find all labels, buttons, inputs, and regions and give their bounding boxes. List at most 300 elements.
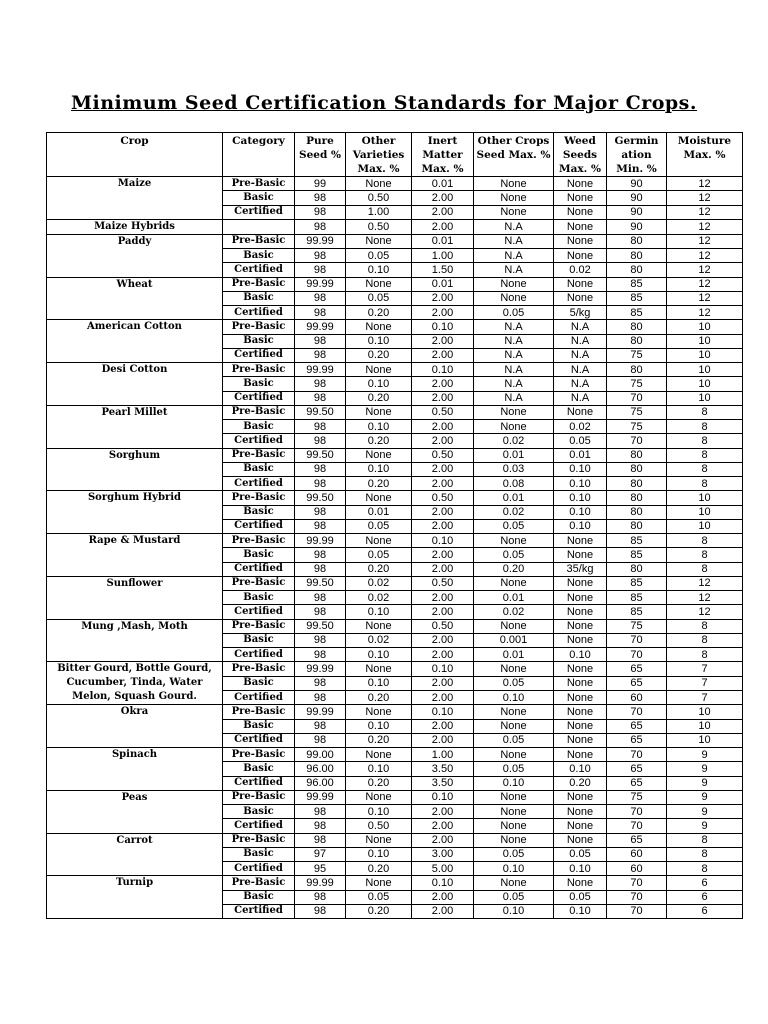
other-varieties-cell: None	[346, 705, 412, 719]
germination-cell: 70	[607, 705, 667, 719]
category-cell: Certified	[223, 519, 295, 533]
other-crops-seed-cell: 0.01	[474, 491, 554, 505]
category-cell: Pre-Basic	[223, 491, 295, 505]
weed-seeds-cell: 0.10	[554, 862, 607, 876]
inert-matter-cell: 2.00	[412, 205, 474, 219]
category-cell: Basic	[223, 591, 295, 605]
pure-seed-cell: 96.00	[295, 776, 346, 790]
category-cell: Basic	[223, 548, 295, 562]
inert-matter-cell: 2.00	[412, 904, 474, 918]
other-varieties-cell: 0.20	[346, 391, 412, 405]
other-varieties-cell: 0.02	[346, 633, 412, 647]
germination-cell: 65	[607, 833, 667, 847]
weed-seeds-cell: None	[554, 805, 607, 819]
inert-matter-cell: 2.00	[412, 306, 474, 320]
category-cell: Basic	[223, 462, 295, 476]
crop-name-cell: Okra	[47, 705, 223, 748]
germination-cell: 70	[607, 391, 667, 405]
germination-cell: 65	[607, 662, 667, 676]
category-cell: Certified	[223, 690, 295, 704]
germination-cell: 65	[607, 733, 667, 747]
table-row	[47, 234, 743, 248]
moisture-cell: 12	[667, 219, 743, 234]
crop-name-cell: Sorghum	[47, 448, 223, 491]
moisture-cell: 10	[667, 719, 743, 733]
inert-matter-cell: 0.50	[412, 448, 474, 462]
weed-seeds-cell: 0.10	[554, 505, 607, 519]
category-cell: Basic	[223, 420, 295, 434]
other-crops-seed-cell: None	[474, 790, 554, 804]
moisture-cell: 8	[667, 562, 743, 576]
crop-name-cell: Turnip	[47, 876, 223, 919]
inert-matter-cell: 2.00	[412, 719, 474, 733]
category-cell: Basic	[223, 377, 295, 391]
crop-name-cell: Pearl Millet	[47, 405, 223, 448]
weed-seeds-cell: None	[554, 249, 607, 263]
other-varieties-cell: 0.50	[346, 219, 412, 234]
pure-seed-cell: 98	[295, 205, 346, 219]
other-varieties-cell: None	[346, 277, 412, 291]
table-row	[47, 833, 743, 847]
other-crops-seed-cell: None	[474, 205, 554, 219]
other-varieties-cell: 0.10	[346, 805, 412, 819]
column-header: Weed Seeds Max. %	[554, 133, 607, 177]
moisture-cell: 12	[667, 263, 743, 277]
other-crops-seed-cell: 0.05	[474, 306, 554, 320]
pure-seed-cell: 97	[295, 847, 346, 861]
other-crops-seed-cell: None	[474, 748, 554, 762]
page-title: Minimum Seed Certification Standards for Major Crops.	[70, 92, 697, 114]
inert-matter-cell: 0.01	[412, 277, 474, 291]
crop-name-cell: Carrot	[47, 833, 223, 876]
other-varieties-cell: 1.00	[346, 205, 412, 219]
germination-cell: 70	[607, 648, 667, 662]
germination-cell: 80	[607, 320, 667, 334]
weed-seeds-cell: None	[554, 576, 607, 590]
moisture-cell: 10	[667, 491, 743, 505]
moisture-cell: 10	[667, 733, 743, 747]
pure-seed-cell: 99.99	[295, 876, 346, 890]
germination-cell: 60	[607, 862, 667, 876]
crop-name-cell: Peas	[47, 790, 223, 833]
inert-matter-cell: 0.10	[412, 662, 474, 676]
moisture-cell: 10	[667, 705, 743, 719]
moisture-cell: 6	[667, 890, 743, 904]
pure-seed-cell: 98	[295, 633, 346, 647]
other-crops-seed-cell: None	[474, 177, 554, 191]
seed-standards-table	[46, 132, 743, 919]
pure-seed-cell: 99.00	[295, 748, 346, 762]
other-varieties-cell: None	[346, 619, 412, 633]
category-cell: Basic	[223, 633, 295, 647]
germination-cell: 80	[607, 505, 667, 519]
germination-cell: 75	[607, 420, 667, 434]
germination-cell: 70	[607, 805, 667, 819]
weed-seeds-cell: None	[554, 205, 607, 219]
moisture-cell: 12	[667, 177, 743, 191]
weed-seeds-cell: None	[554, 819, 607, 833]
germination-cell: 85	[607, 548, 667, 562]
germination-cell: 85	[607, 605, 667, 619]
other-crops-seed-cell: None	[474, 876, 554, 890]
weed-seeds-cell: None	[554, 748, 607, 762]
other-varieties-cell: 0.10	[346, 420, 412, 434]
weed-seeds-cell: N.A	[554, 377, 607, 391]
germination-cell: 80	[607, 462, 667, 476]
category-cell: Pre-Basic	[223, 448, 295, 462]
moisture-cell: 12	[667, 291, 743, 305]
inert-matter-cell: 2.00	[412, 191, 474, 205]
inert-matter-cell: 0.10	[412, 876, 474, 890]
germination-cell: 90	[607, 205, 667, 219]
crop-name-cell: Sunflower	[47, 576, 223, 619]
other-crops-seed-cell: 0.001	[474, 633, 554, 647]
category-cell: Basic	[223, 291, 295, 305]
pure-seed-cell: 98	[295, 263, 346, 277]
germination-cell: 75	[607, 405, 667, 419]
pure-seed-cell: 98	[295, 690, 346, 704]
other-varieties-cell: None	[346, 405, 412, 419]
inert-matter-cell: 0.01	[412, 234, 474, 248]
category-cell: Pre-Basic	[223, 320, 295, 334]
other-crops-seed-cell: 0.05	[474, 890, 554, 904]
category-cell: Certified	[223, 562, 295, 576]
weed-seeds-cell: 0.02	[554, 420, 607, 434]
other-crops-seed-cell: N.A	[474, 249, 554, 263]
category-cell: Certified	[223, 306, 295, 320]
pure-seed-cell: 99.50	[295, 448, 346, 462]
crop-name-cell: Mung ,Mash, Moth	[47, 619, 223, 662]
category-cell: Basic	[223, 890, 295, 904]
category-cell: Pre-Basic	[223, 534, 295, 548]
germination-cell: 90	[607, 191, 667, 205]
inert-matter-cell: 0.50	[412, 576, 474, 590]
category-cell: Pre-Basic	[223, 234, 295, 248]
pure-seed-cell: 99.99	[295, 662, 346, 676]
table-row	[47, 491, 743, 505]
weed-seeds-cell: None	[554, 219, 607, 234]
weed-seeds-cell: 0.02	[554, 263, 607, 277]
other-varieties-cell: 0.20	[346, 434, 412, 448]
germination-cell: 70	[607, 434, 667, 448]
moisture-cell: 9	[667, 762, 743, 776]
pure-seed-cell: 98	[295, 191, 346, 205]
category-cell: Pre-Basic	[223, 576, 295, 590]
germination-cell: 80	[607, 263, 667, 277]
other-crops-seed-cell: 0.05	[474, 733, 554, 747]
pure-seed-cell: 99.99	[295, 534, 346, 548]
germination-cell: 70	[607, 748, 667, 762]
germination-cell: 80	[607, 562, 667, 576]
category-cell: Basic	[223, 334, 295, 348]
weed-seeds-cell: None	[554, 633, 607, 647]
moisture-cell: 8	[667, 633, 743, 647]
other-crops-seed-cell: N.A	[474, 391, 554, 405]
category-cell: Pre-Basic	[223, 363, 295, 377]
inert-matter-cell: 2.00	[412, 690, 474, 704]
category-cell: Basic	[223, 676, 295, 690]
moisture-cell: 9	[667, 748, 743, 762]
table-row	[47, 790, 743, 804]
other-varieties-cell: 0.10	[346, 605, 412, 619]
moisture-cell: 12	[667, 576, 743, 590]
weed-seeds-cell: None	[554, 591, 607, 605]
germination-cell: 75	[607, 348, 667, 362]
other-varieties-cell: None	[346, 320, 412, 334]
weed-seeds-cell: None	[554, 291, 607, 305]
other-varieties-cell: 0.01	[346, 505, 412, 519]
pure-seed-cell: 98	[295, 805, 346, 819]
germination-cell: 85	[607, 306, 667, 320]
category-cell: Basic	[223, 249, 295, 263]
germination-cell: 80	[607, 249, 667, 263]
pure-seed-cell: 98	[295, 219, 346, 234]
weed-seeds-cell: None	[554, 405, 607, 419]
pure-seed-cell: 99.50	[295, 491, 346, 505]
pure-seed-cell: 95	[295, 862, 346, 876]
category-cell: Basic	[223, 762, 295, 776]
category-cell: Certified	[223, 733, 295, 747]
weed-seeds-cell: None	[554, 676, 607, 690]
pure-seed-cell: 99.50	[295, 405, 346, 419]
category-cell: Pre-Basic	[223, 876, 295, 890]
weed-seeds-cell: N.A	[554, 320, 607, 334]
inert-matter-cell: 2.00	[412, 462, 474, 476]
germination-cell: 70	[607, 876, 667, 890]
moisture-cell: 8	[667, 448, 743, 462]
category-cell: Pre-Basic	[223, 662, 295, 676]
inert-matter-cell: 2.00	[412, 505, 474, 519]
pure-seed-cell: 99.50	[295, 619, 346, 633]
pure-seed-cell: 98	[295, 249, 346, 263]
column-header: Pure Seed %	[295, 133, 346, 177]
moisture-cell: 9	[667, 790, 743, 804]
other-varieties-cell: None	[346, 876, 412, 890]
inert-matter-cell: 2.00	[412, 591, 474, 605]
weed-seeds-cell: None	[554, 605, 607, 619]
inert-matter-cell: 5.00	[412, 862, 474, 876]
moisture-cell: 10	[667, 377, 743, 391]
column-header: Category	[223, 133, 295, 177]
table-row	[47, 363, 743, 377]
category-cell: Pre-Basic	[223, 705, 295, 719]
category-cell: Certified	[223, 819, 295, 833]
inert-matter-cell: 2.00	[412, 434, 474, 448]
germination-cell: 70	[607, 633, 667, 647]
other-crops-seed-cell: 0.05	[474, 548, 554, 562]
moisture-cell: 10	[667, 320, 743, 334]
germination-cell: 85	[607, 576, 667, 590]
weed-seeds-cell: 0.10	[554, 904, 607, 918]
moisture-cell: 6	[667, 876, 743, 890]
table-row	[47, 277, 743, 291]
weed-seeds-cell: 35/kg	[554, 562, 607, 576]
weed-seeds-cell: None	[554, 534, 607, 548]
table-row	[47, 405, 743, 419]
moisture-cell: 12	[667, 277, 743, 291]
other-crops-seed-cell: None	[474, 805, 554, 819]
germination-cell: 70	[607, 819, 667, 833]
other-crops-seed-cell: N.A	[474, 363, 554, 377]
pure-seed-cell: 99	[295, 177, 346, 191]
category-cell: Certified	[223, 862, 295, 876]
other-crops-seed-cell: 0.10	[474, 690, 554, 704]
category-cell: Pre-Basic	[223, 790, 295, 804]
pure-seed-cell: 98	[295, 819, 346, 833]
pure-seed-cell: 98	[295, 434, 346, 448]
inert-matter-cell: 2.00	[412, 819, 474, 833]
inert-matter-cell: 1.00	[412, 748, 474, 762]
germination-cell: 80	[607, 334, 667, 348]
crop-name-cell: Maize	[47, 177, 223, 220]
other-varieties-cell: 0.50	[346, 819, 412, 833]
moisture-cell: 10	[667, 334, 743, 348]
other-varieties-cell: None	[346, 177, 412, 191]
moisture-cell: 10	[667, 391, 743, 405]
category-cell: Basic	[223, 805, 295, 819]
other-varieties-cell: 0.10	[346, 676, 412, 690]
inert-matter-cell: 3.00	[412, 847, 474, 861]
weed-seeds-cell: N.A	[554, 334, 607, 348]
inert-matter-cell: 2.00	[412, 391, 474, 405]
inert-matter-cell: 2.00	[412, 548, 474, 562]
other-crops-seed-cell: 0.01	[474, 648, 554, 662]
germination-cell: 65	[607, 676, 667, 690]
pure-seed-cell: 99.99	[295, 320, 346, 334]
other-varieties-cell: 0.20	[346, 477, 412, 491]
other-crops-seed-cell: 0.01	[474, 591, 554, 605]
other-crops-seed-cell: None	[474, 534, 554, 548]
moisture-cell: 12	[667, 605, 743, 619]
germination-cell: 65	[607, 762, 667, 776]
germination-cell: 60	[607, 847, 667, 861]
other-crops-seed-cell: None	[474, 420, 554, 434]
pure-seed-cell: 98	[295, 291, 346, 305]
other-crops-seed-cell: N.A	[474, 219, 554, 234]
other-varieties-cell: 0.05	[346, 249, 412, 263]
category-cell: Pre-Basic	[223, 748, 295, 762]
inert-matter-cell: 0.10	[412, 705, 474, 719]
other-varieties-cell: 0.05	[346, 890, 412, 904]
other-crops-seed-cell: N.A	[474, 263, 554, 277]
other-varieties-cell: None	[346, 662, 412, 676]
other-crops-seed-cell: 0.02	[474, 505, 554, 519]
pure-seed-cell: 98	[295, 505, 346, 519]
weed-seeds-cell: None	[554, 876, 607, 890]
table-row	[47, 534, 743, 548]
inert-matter-cell: 2.00	[412, 348, 474, 362]
inert-matter-cell: 2.00	[412, 648, 474, 662]
pure-seed-cell: 98	[295, 605, 346, 619]
column-header: Inert Matter Max. %	[412, 133, 474, 177]
other-crops-seed-cell: N.A	[474, 348, 554, 362]
category-cell: Basic	[223, 191, 295, 205]
inert-matter-cell: 2.00	[412, 805, 474, 819]
inert-matter-cell: 2.00	[412, 676, 474, 690]
other-crops-seed-cell: 0.05	[474, 676, 554, 690]
inert-matter-cell: 0.50	[412, 619, 474, 633]
moisture-cell: 8	[667, 847, 743, 861]
weed-seeds-cell: 0.01	[554, 448, 607, 462]
inert-matter-cell: 0.10	[412, 320, 474, 334]
column-header: Crop	[47, 133, 223, 177]
weed-seeds-cell: 0.10	[554, 519, 607, 533]
germination-cell: 85	[607, 591, 667, 605]
moisture-cell: 8	[667, 534, 743, 548]
table-row	[47, 320, 743, 334]
other-crops-seed-cell: None	[474, 291, 554, 305]
other-varieties-cell: 0.10	[346, 762, 412, 776]
column-header: Moisture Max. %	[667, 133, 743, 177]
weed-seeds-cell: None	[554, 662, 607, 676]
pure-seed-cell: 98	[295, 306, 346, 320]
moisture-cell: 8	[667, 405, 743, 419]
germination-cell: 70	[607, 890, 667, 904]
category-cell: Certified	[223, 205, 295, 219]
other-varieties-cell: None	[346, 363, 412, 377]
other-varieties-cell: 0.20	[346, 306, 412, 320]
table-row	[47, 619, 743, 633]
pure-seed-cell: 98	[295, 719, 346, 733]
category-cell: Certified	[223, 391, 295, 405]
inert-matter-cell: 2.00	[412, 833, 474, 847]
pure-seed-cell: 98	[295, 904, 346, 918]
other-crops-seed-cell: None	[474, 705, 554, 719]
inert-matter-cell: 0.50	[412, 405, 474, 419]
table-row	[47, 219, 743, 234]
other-varieties-cell: 0.10	[346, 719, 412, 733]
crop-name-cell: Maize Hybrids	[47, 219, 223, 234]
other-crops-seed-cell: 0.10	[474, 904, 554, 918]
pure-seed-cell: 98	[295, 519, 346, 533]
pure-seed-cell: 98	[295, 420, 346, 434]
weed-seeds-cell: 0.05	[554, 434, 607, 448]
pure-seed-cell: 98	[295, 477, 346, 491]
table-row	[47, 448, 743, 462]
other-crops-seed-cell: 0.05	[474, 762, 554, 776]
pure-seed-cell: 96.00	[295, 762, 346, 776]
moisture-cell: 9	[667, 805, 743, 819]
other-crops-seed-cell: None	[474, 819, 554, 833]
category-cell	[223, 219, 295, 234]
other-crops-seed-cell: 0.10	[474, 862, 554, 876]
germination-cell: 75	[607, 377, 667, 391]
pure-seed-cell: 99.99	[295, 790, 346, 804]
other-crops-seed-cell: None	[474, 191, 554, 205]
other-varieties-cell: 0.10	[346, 377, 412, 391]
other-crops-seed-cell: 0.02	[474, 434, 554, 448]
other-crops-seed-cell: N.A	[474, 320, 554, 334]
column-header: Other Varieties Max. %	[346, 133, 412, 177]
other-varieties-cell: None	[346, 833, 412, 847]
other-crops-seed-cell: 0.05	[474, 519, 554, 533]
moisture-cell: 6	[667, 904, 743, 918]
other-crops-seed-cell: None	[474, 719, 554, 733]
moisture-cell: 8	[667, 833, 743, 847]
inert-matter-cell: 1.00	[412, 249, 474, 263]
germination-cell: 80	[607, 448, 667, 462]
pure-seed-cell: 98	[295, 733, 346, 747]
moisture-cell: 8	[667, 420, 743, 434]
pure-seed-cell: 98	[295, 377, 346, 391]
weed-seeds-cell: 0.10	[554, 648, 607, 662]
category-cell: Pre-Basic	[223, 277, 295, 291]
other-varieties-cell: 0.20	[346, 862, 412, 876]
other-varieties-cell: 0.20	[346, 562, 412, 576]
inert-matter-cell: 1.50	[412, 263, 474, 277]
other-crops-seed-cell: 0.05	[474, 847, 554, 861]
crop-name-cell: Paddy	[47, 234, 223, 277]
